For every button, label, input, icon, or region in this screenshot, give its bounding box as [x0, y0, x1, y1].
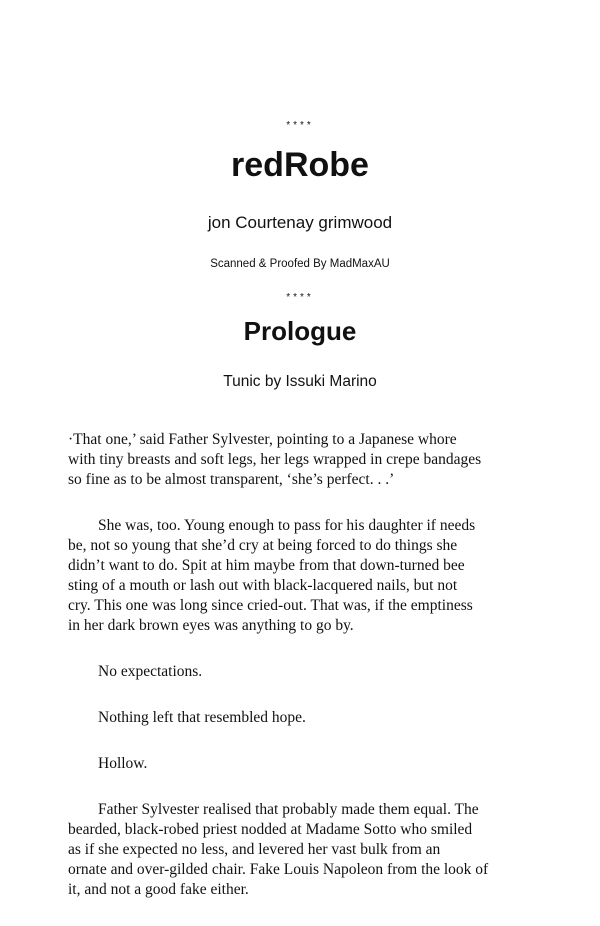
paragraph: ·That one,’ said Father Sylvester, pointing to a Japanese whore with tiny breasts and soft legs, her legs wrapped in crepe bandages so fine as to be almost transparent, ‘she’s perfect. . .’ — [68, 431, 482, 488]
paragraph: No expectations. — [98, 663, 203, 680]
chapter-subtitle: Tunic by Issuki Marino — [223, 373, 377, 390]
paragraph: Nothing left that resembled hope. — [98, 709, 306, 726]
section-divider-top: **** — [286, 120, 314, 131]
chapter-heading: Prologue — [243, 316, 357, 346]
paragraph: She was, too. Young enough to pass for his daughter if needs be, not so young that she’d cry at being forced to do things she didn’t want to do. Spit at him maybe from that down-turned bee sting of a mouth or lash out with black-lacquered nails, but not cry. This one was long since cried-out. That was, if the emptiness in her dark brown eyes was anything to go by. — [68, 517, 476, 634]
scan-credit: Scanned & Proofed By MadMaxAU — [210, 258, 390, 270]
paragraph: Hollow. — [98, 755, 148, 772]
book-title: redRobe — [231, 146, 369, 184]
section-divider-mid: **** — [286, 292, 314, 303]
author-name: jon Courtenay grimwood — [207, 213, 393, 232]
body-text — [68, 430, 548, 926]
paragraph: Father Sylvester realised that probably made them equal. The bearded, black-robed priest nodded at Madame Sotto who smiled as if she expected no less, and levered her vast bulk from an ornate and over-gilded chair. Fake Louis Napoleon from the look of it, and not a good fake either. — [68, 801, 489, 898]
